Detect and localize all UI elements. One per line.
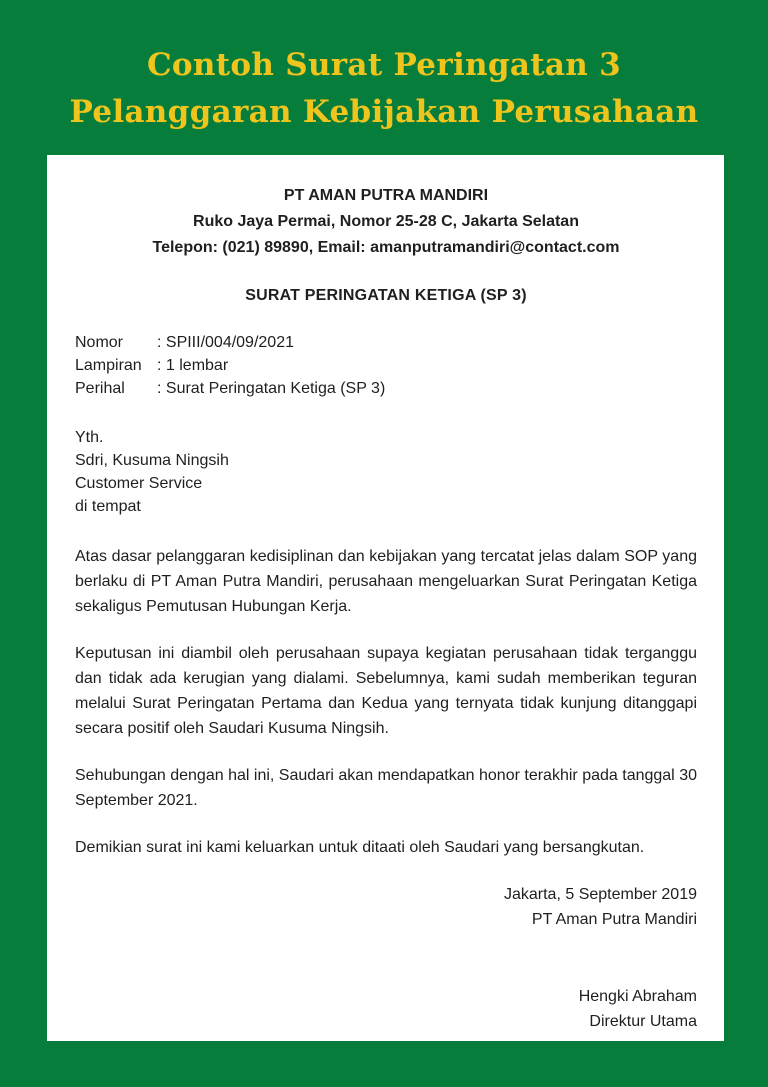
meta-label-nomor: Nomor [75,334,124,351]
meta-row-perihal [75,377,697,400]
recipient-name: Sdri, Kusuma Ningsih [75,452,229,469]
closing-company: PT Aman Putra Mandiri [531,911,697,928]
meta-label-perihal: Perihal [75,380,125,397]
recipient-salutation: Yth. [75,429,104,446]
meta-row-nomor [75,331,697,354]
letter-meta-block [75,331,697,400]
company-contact: Telepon: (021) 89890, Email: amanputramandiri@contact.com [152,239,620,256]
letter-card [47,155,724,1041]
body-paragraph-3: Sehubungan dengan hal ini, Saudari akan mendapatkan honor terakhir pada tanggal 30 September 2021. [75,767,697,809]
body-paragraph-4: Demikian surat ini kami keluarkan untuk ditaati oleh Saudari yang bersangkutan. [75,839,645,856]
recipient-location: di tempat [75,498,141,515]
body-paragraph-2: Keputusan ini diambil oleh perusahaan supaya kegiatan perusahaan tidak terganggu dan tidak ada kerugian yang dialami. Sebelumnya, kami sudah memberikan teguran melalui Surat Peringatan Pertama dan Kedua yang ternyata tidak kunjung ditanggapi secara positif oleh Saudari Kusuma Ningsih. [75,645,697,737]
signature-space [75,932,697,984]
meta-label-lampiran: Lampiran [75,357,142,374]
meta-row-lampiran [75,354,697,377]
body-paragraph-1: Atas dasar pelanggaran kedisiplinan dan kebijakan yang tercatat jelas dalam SOP yang berlaku di PT Aman Putra Mandiri, perusahaan mengeluarkan Surat Peringatan Ketiga sekaligus Pemutusan Hubungan Kerja. [75,548,697,615]
company-address: Ruko Jaya Permai, Nomor 25-28 C, Jakarta Selatan [193,213,579,230]
letter-subject-title: SURAT PERINGATAN KETIGA (SP 3) [245,287,527,304]
closing-place-date: Jakarta, 5 September 2019 [503,886,697,903]
page-title-line2: Pelanggaran Kebijakan Perusahaan [69,94,699,130]
recipient-block [75,426,697,518]
signer-title: Direktur Utama [589,1013,697,1030]
page-title-line1: Contoh Surat Peringatan 3 [146,47,622,83]
recipient-position: Customer Service [75,475,203,492]
signer-name: Hengki Abraham [578,988,697,1005]
meta-value-nomor: : SPIII/004/09/2021 [157,334,294,351]
meta-value-perihal: : Surat Peringatan Ketiga (SP 3) [157,380,386,397]
closing-block [75,882,697,1034]
page-title [0,0,768,136]
letterhead [75,183,697,261]
company-name: PT AMAN PUTRA MANDIRI [283,187,489,204]
meta-value-lampiran: : 1 lembar [157,357,229,374]
